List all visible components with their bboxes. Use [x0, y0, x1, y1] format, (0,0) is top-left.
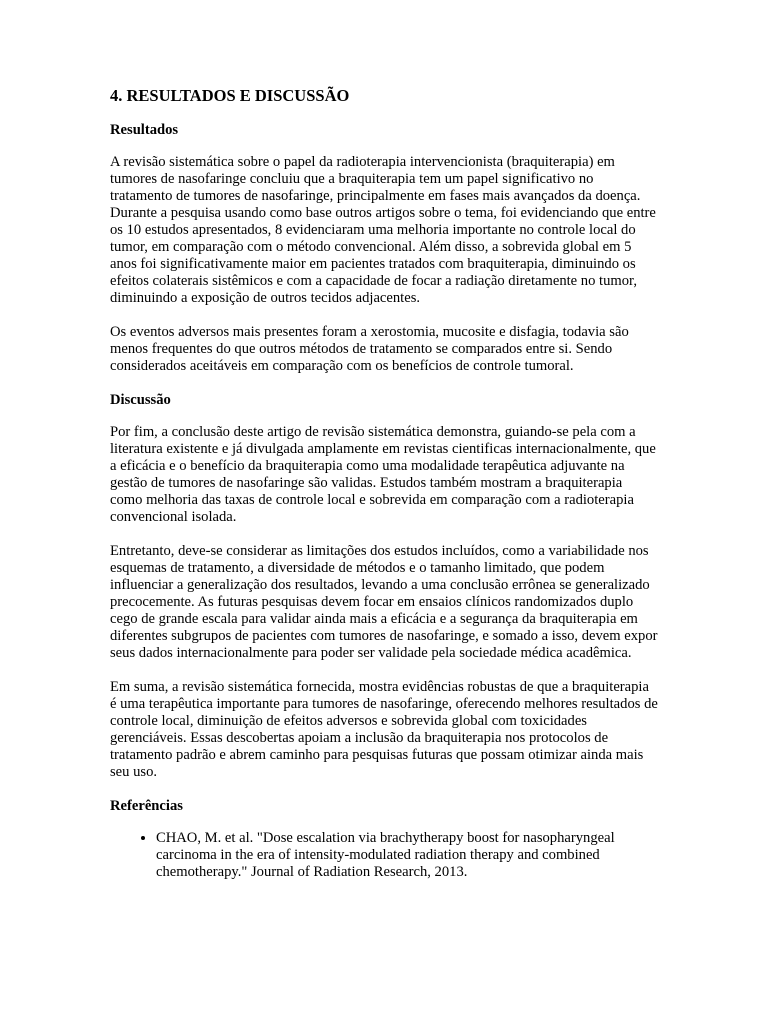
- subheading-referencias: Referências: [110, 798, 183, 814]
- paragraph-resultados-2: Os eventos adversos mais presentes foram a xerostomia, mucosite e disfagia, todavia são menos frequentes do que outros métodos de tratamento se comparados entre si. Sendo considerados aceitáveis em comparação com os benefícios de controle tumoral.: [110, 324, 629, 374]
- section-heading: 4. RESULTADOS E DISCUSSÃO: [110, 86, 350, 105]
- subheading-resultados: Resultados: [110, 122, 179, 138]
- document-page: [110, 86, 658, 881]
- paragraph-resultados-1: A revisão sistemática sobre o papel da radioterapia intervencionista (braquiterapia) em tumores de nasofaringe concluiu que a braquiterapia tem um papel significativo no tratamento de tumores de nasofaringe, principalmente em fases mais avançados da doença. Durante a pesquisa usando como base outros artigos sobre o tema, foi evidenciando que entre os 10 estudos apresentados, 8 evidenciaram uma melhoria importante no controle local do tumor, em comparação com o método convencional. Além disso, a sobrevida global em 5 anos foi significativamente maior em pacientes tratados com braquiterapia, diminuindo os efeitos colaterais sistêmicos e com a capacidade de focar a radiação diretamente no tumor, diminuindo a exposição de outros tecidos adjacentes.: [110, 154, 656, 306]
- subheading-discussao: Discussão: [110, 392, 171, 408]
- reference-list: [110, 830, 658, 881]
- reference-item: • CHAO, M. et al. "Dose escalation via brachytherapy boost for nasopharyngeal carcinoma in the era of intensity-modulated radiation therapy and combined chemotherapy." Journal of Radiation Research, 2013.: [156, 830, 658, 881]
- paragraph-discussao-2: Entretanto, deve-se considerar as limitações dos estudos incluídos, como a variabilidade nos esquemas de tratamento, a diversidade de métodos e o tamanho limitado, que podem influenciar a generalização dos resultados, levando a uma conclusão errônea se generalizado precocemente. As futuras pesquisas devem focar em ensaios clínicos randomizados duplo cego de grande escala para validar ainda mais a eficácia e a segurança da braquiterapia em diferentes subgrupos de pacientes com tumores de nasofaringe, e somado a isso, devem expor seus dados internacionalmente para poder ser validade pela sociedade médica acadêmica.: [110, 543, 658, 661]
- paragraph-discussao-1: Por fim, a conclusão deste artigo de revisão sistemática demonstra, guiando-se pela com a literatura existente e já divulgada amplamente em revistas cientificas internacionalmente, que a eficácia e o benefício da braquiterapia como uma modalidade terapêutica adjuvante na gestão de tumores de nasofaringe são validas. Estudos também mostram a braquiterapia como melhoria das taxas de controle local e sobrevida em comparação com a radioterapia convencional isolada.: [110, 424, 656, 525]
- paragraph-discussao-3: Em suma, a revisão sistemática fornecida, mostra evidências robustas de que a braquiterapia é uma terapêutica importante para tumores de nasofaringe, oferecendo melhores resultados de controle local, diminuição de efeitos adversos e sobrevida global com toxicidades gerenciáveis. Essas descobertas apoiam a inclusão da braquiterapia nos protocolos de tratamento padrão e abrem caminho para pesquisas futuras que possam otimizar ainda mais seu uso.: [110, 679, 658, 780]
